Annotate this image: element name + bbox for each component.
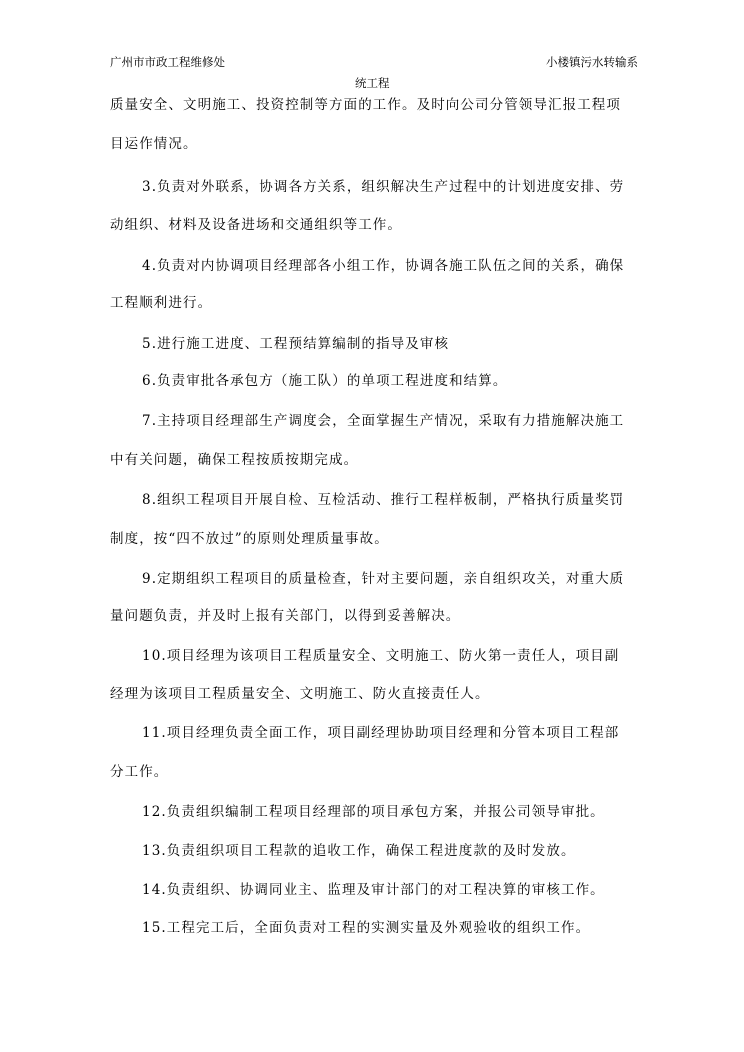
paragraph-line: 质量安全、文明施工、投资控制等方面的工作。及时向公司分管领导汇报工程项 bbox=[110, 97, 621, 113]
header-organization: 广州市市政工程维修处 bbox=[110, 55, 225, 69]
list-item-15: 15.工程完工后，全面负责对工程的实测实量及外观验收的组织工作。 bbox=[142, 920, 591, 936]
list-item-7-line-1: 7.主持项目经理部生产调度会，全面掌握生产情况，采取有力措施解决施工 bbox=[142, 413, 625, 429]
header-project-title-continued: 统工程 bbox=[355, 76, 390, 90]
list-item-4-line-1: 4.负责对内协调项目经理部各小组工作，协调各施工队伍之间的关系，确保 bbox=[142, 258, 625, 274]
list-item-6: 6.负责审批各承包方（施工队）的单项工程进度和结算。 bbox=[142, 373, 508, 389]
paragraph-line: 目运作情况。 bbox=[110, 136, 198, 152]
list-item-11-line-2: 分工作。 bbox=[110, 764, 169, 780]
list-item-8-line-2: 制度，按“四不放过”的原则处理质量事故。 bbox=[110, 531, 389, 547]
list-item-7-line-2: 中有关问题，确保工程按质按期完成。 bbox=[110, 452, 359, 468]
list-item-4-line-2: 工程顺利进行。 bbox=[110, 295, 213, 311]
list-item-13: 13.负责组织项目工程款的追收工作，确保工程进度款的及时发放。 bbox=[142, 843, 576, 859]
list-item-11-line-1: 11.项目经理负责全面工作，项目副经理协助项目经理和分管本项目工程部 bbox=[142, 725, 620, 741]
list-item-10-line-1: 10.项目经理为该项目工程质量安全、文明施工、防火第一责任人，项目副 bbox=[142, 648, 620, 664]
list-item-3-line-2: 动组织、材料及设备进场和交通组织等工作。 bbox=[110, 217, 402, 233]
list-item-10-line-2: 经理为该项目工程质量安全、文明施工、防火直接责任人。 bbox=[110, 686, 490, 702]
list-item-14: 14.负责组织、协调同业主、监理及审计部门的对工程决算的审核工作。 bbox=[142, 882, 605, 898]
list-item-9-line-2: 量问题负责，并及时上报有关部门，以得到妥善解决。 bbox=[110, 608, 461, 624]
header-project-title: 小楼镇污水转输系 bbox=[546, 55, 638, 69]
list-item-8-line-1: 8.组织工程项目开展自检、互检活动、推行工程样板制，严格执行质量奖罚 bbox=[142, 492, 625, 508]
list-item-3-line-1: 3.负责对外联系，协调各方关系，组织解决生产过程中的计划进度安排、劳 bbox=[142, 179, 625, 195]
list-item-12: 12.负责组织编制工程项目经理部的项目承包方案，并报公司领导审批。 bbox=[142, 804, 605, 820]
list-item-5: 5.进行施工进度、工程预结算编制的指导及审核 bbox=[142, 336, 450, 352]
list-item-9-line-1: 9.定期组织工程项目的质量检查，针对主要问题，亲自组织攻关，对重大质 bbox=[142, 571, 625, 587]
